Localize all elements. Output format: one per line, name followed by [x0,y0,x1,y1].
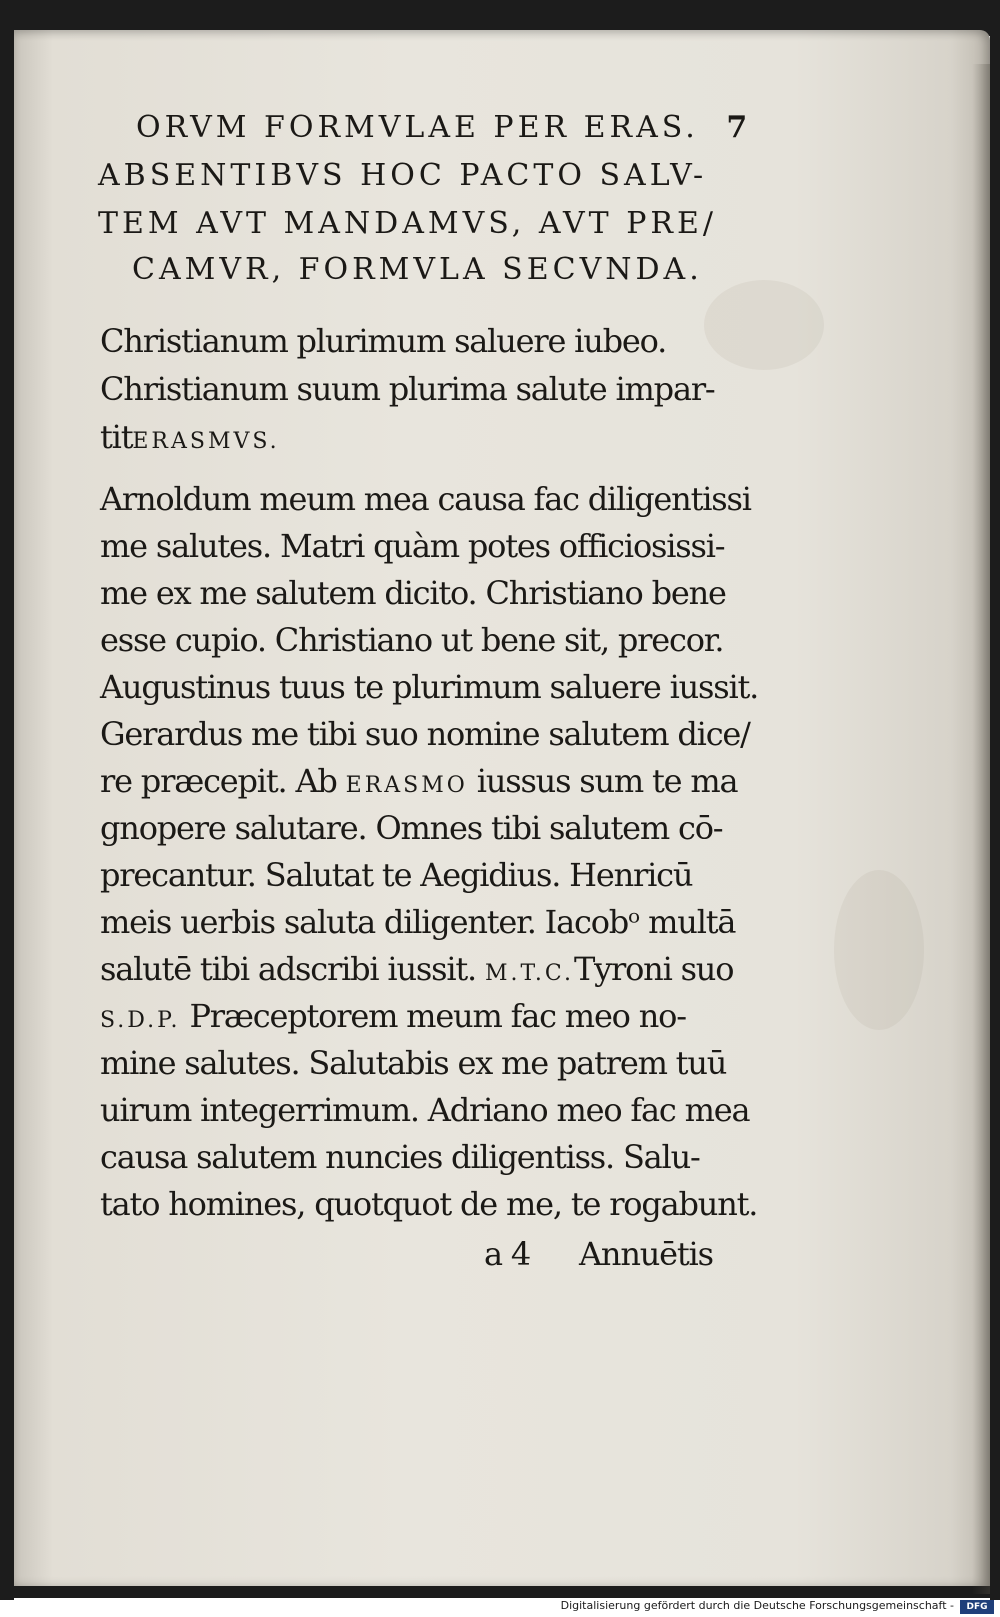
text-line: precantur. Salutat te Aegidius. Henricū [100,856,693,894]
text-line: Augustinus tuus te plurimum saluere iussit. [100,668,759,706]
scanner-border-left [0,0,14,1617]
text-line: re præcepit. Ab [100,762,337,800]
heading-text: CAMVR, FORMVLA SECVNDA. [132,252,703,287]
text-line: tit [100,418,133,456]
paragraph-2-line-9 [100,856,1000,894]
text-line: uirum integerrimum. Adriano meo fac mea [100,1091,750,1129]
paragraph-2-line-11 [100,950,1000,988]
paragraph-1-line-1 [100,322,1000,360]
text-line: salutē tibi adscribi iussit. [100,950,476,988]
signature-line [484,1235,784,1273]
paragraph-2-line-8 [100,809,1000,847]
paragraph-2-line-13 [100,1044,1000,1082]
text-line: Tyroni suo [573,950,734,988]
text-line: esse cupio. Christiano ut bene sit, precor. [100,621,724,659]
text-line: mine salutes. Salutabis ex me patrem tuū [100,1044,727,1082]
scanner-border-bottom [0,1584,1000,1598]
heading-line-2 [98,158,758,193]
digitization-credit: Digitalisierung gefördert durch die Deutsche Forschungsgemeinschaft - [560,1599,954,1612]
text-line: me ex me salutem dicito. Christiano bene [100,574,726,612]
paragraph-1-line-2 [100,370,1000,408]
abbreviation-caps: S.D.P. [100,1008,181,1033]
paragraph-2-line-15 [100,1138,1000,1176]
book-page [14,30,990,1586]
dfg-logo: DFG [960,1600,994,1614]
signature-mark: a 4 [484,1235,531,1273]
heading-line-1 [136,110,756,145]
heading-text: ABSENTIBVS HOC PACTO SALV- [98,158,708,193]
paragraph-2-line-14 [100,1091,1000,1129]
paragraph-2-line-10 [100,903,1000,941]
text-line: me salutes. Matri quàm potes officiosissi- [100,527,725,565]
paragraph-2-line-12 [100,997,1000,1035]
folio-number: 7 [726,110,752,145]
heading-text: TEM AVT MANDAMVS, AVT PRE/ [98,206,717,241]
paragraph-2-line-7 [100,762,1000,800]
author-name-caps: ERASMO [345,773,468,798]
text-line: Arnoldum meum mea causa fac diligentissi [100,480,751,518]
heading-text: ORVM FORMVLAE PER ERAS. [136,110,699,145]
paragraph-2-line-2 [100,527,1000,565]
abbreviation-caps: M.T.C. [484,961,574,986]
paragraph-2-line-5 [100,668,1000,706]
text-line: tato homines, quotquot de me, te rogabunt. [100,1185,758,1223]
heading-line-4 [132,252,752,287]
author-name-caps: ERASMVS. [132,429,280,454]
paragraph-2-line-4 [100,621,1000,659]
paragraph-2-line-1 [100,480,1000,518]
paragraph-2-line-16 [100,1185,1000,1223]
text-line: Christianum plurimum saluere iubeo. [100,322,667,360]
paragraph-1-line-3 [100,418,1000,456]
paragraph-2-line-3 [100,574,1000,612]
text-line: Gerardus me tibi suo nomine salutem dice/ [100,715,750,753]
text-line: gnopere salutare. Omnes tibi salutem cō- [100,809,723,847]
text-line: Præceptorem meum fac meo no- [189,997,686,1035]
paragraph-2-line-6 [100,715,1000,753]
text-line: causa salutem nuncies diligentiss. Salu- [100,1138,700,1176]
catchword: Annuētis [579,1235,713,1273]
text-line: iussus sum te ma [476,762,738,800]
text-line: Christianum suum plurima salute impar- [100,370,715,408]
heading-line-3 [98,206,758,241]
text-line: meis uerbis saluta diligenter. Iacobᵒ multā [100,903,736,941]
